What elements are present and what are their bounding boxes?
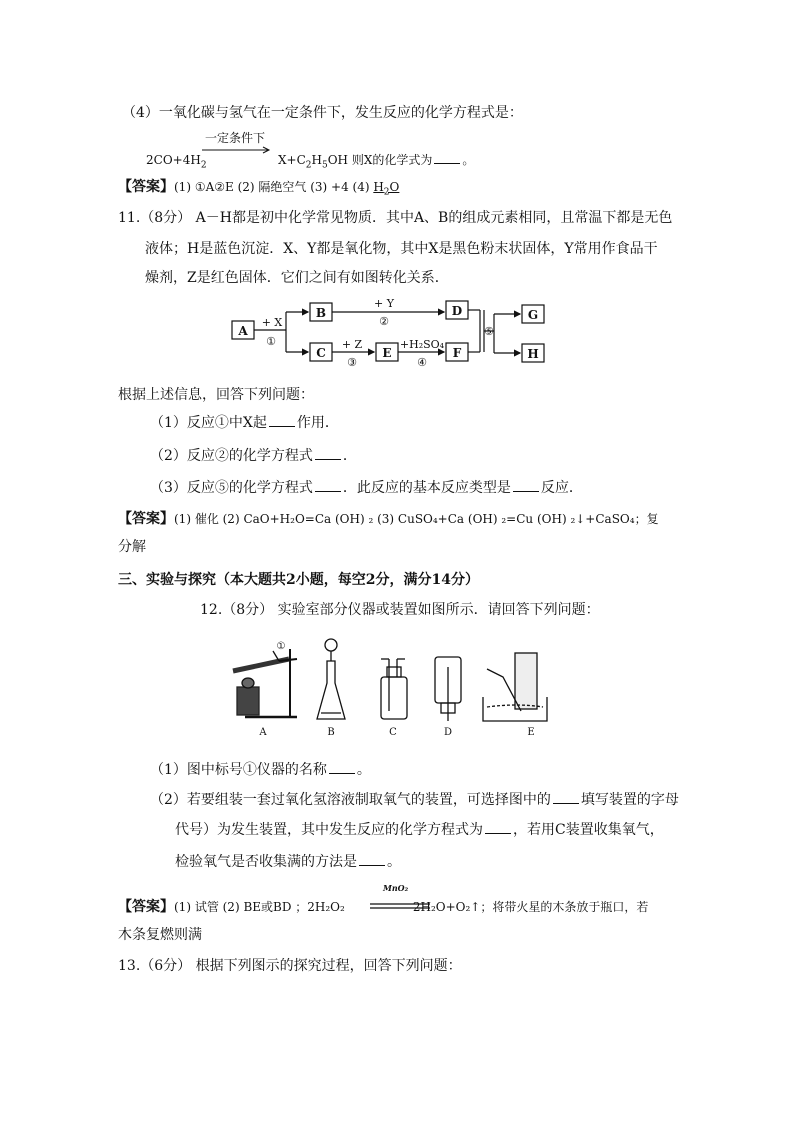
reaction-arrow-icon (200, 146, 274, 154)
q12-part1: （1）图中标号①仪器的名称 。 (150, 762, 371, 778)
reaction-rhs: $X+C_2H_5OH$ 则X的化学式为 。 (278, 153, 475, 171)
answer-blank (485, 821, 511, 834)
q11-line3: 燥剂，Z是红色固体．它们之间有如图转化关系． (145, 270, 449, 286)
label-y: + Y (374, 297, 394, 310)
label-z: + Z (341, 338, 363, 351)
answer-blank (359, 853, 385, 866)
q12-line1: 12.（8分） 实验室部分仪器或装置如图所示．请回答下列问题： (200, 602, 600, 618)
node-b: B (315, 306, 327, 320)
answer-label: 【答案】 (118, 179, 174, 195)
node-d: D (451, 304, 463, 318)
q11-line2: 液体；H是蓝色沉淀．X、Y都是氧化物，其中X是黑色粉末状固体，Y常用作食品干 (145, 241, 658, 257)
label-h2so4: +H₂SO₄ (399, 338, 445, 351)
marker-1: ① (276, 641, 286, 652)
answer-blank (434, 151, 460, 164)
apparatus-label-b: B (327, 727, 335, 737)
label-step2: ② (379, 315, 389, 328)
node-a: A (238, 324, 248, 338)
q11-part3: （3）反应⑤的化学方程式 ．此反应的基本反应类型是 反应． (150, 480, 583, 496)
answer-blank (315, 447, 341, 460)
node-h: H (527, 347, 539, 361)
q11-answer: 【答案】(1) 催化 (2) CaO+H₂O=Ca (OH) ₂ (3) CuSO₄+Ca (OH) ₂=Cu (OH) ₂↓+CaSO₄；复 (118, 511, 659, 527)
q12-part2c: 检验氧气是否收集满的方法是 。 (175, 854, 401, 870)
node-e: E (382, 346, 392, 360)
reaction-condition: 一定条件下 (205, 131, 266, 145)
q11-part2: （2）反应②的化学方程式 ． (150, 448, 357, 464)
q11-part1: （1）反应①中X起 作用． (150, 415, 339, 431)
label-x: + X (261, 316, 283, 329)
apparatus-label-a: A (259, 727, 267, 737)
q11-intro: 根据上述信息，回答下列问题： (118, 387, 314, 403)
node-f: F (452, 346, 462, 360)
q12-part2a: （2）若要组装一套过氧化氢溶液制取氧气的装置，可选择图中的 填写装置的字母 (150, 792, 679, 808)
label-step3: ③ (347, 356, 357, 369)
section-title: 三、实验与探究（本大题共2小题，每空2分，满分14分） (118, 572, 479, 588)
answer-blank (315, 479, 341, 492)
answer-blank (329, 761, 355, 774)
answer-blank (553, 791, 579, 804)
answer-label: 【答案】 (118, 511, 174, 527)
apparatus-label-d: D (443, 727, 453, 737)
q12-part2b: 代号）为发生装置，其中发生反应的化学方程式为 ，若用C装置收集氧气， (175, 822, 664, 838)
q12-answer-cont: 木条复燃则满 (118, 927, 202, 943)
apparatus-label-c: C (389, 727, 397, 737)
q11-answer-cont: 分解 (118, 539, 146, 555)
q11-line1: 11.（8分） A－H都是初中化学常见物质．其中A、B的组成元素相同，且常温下都是无色 (118, 210, 673, 226)
q10-answer: 【答案】(1) ①A②E (2) 隔绝空气 (3) +4 (4) $H_2O$ (118, 179, 400, 198)
q13-line1: 13.（6分） 根据下列图示的探究过程，回答下列问题： (118, 958, 462, 974)
catalyst-label: MnO₂ (383, 883, 409, 893)
answer-label: 【答案】 (118, 899, 174, 915)
q12-answer: 【答案】(1) 试管 (2) BE或BD ；2H₂O₂ 2H₂O+O₂↑；将带火星的木条放于瓶口，若 (118, 899, 649, 915)
node-c: C (316, 346, 326, 360)
q10-part4-text: （4）一氧化碳与氢气在一定条件下，发生反应的化学方程式是： (122, 105, 523, 121)
equals-sign-icon (368, 901, 432, 911)
answer-formula: $H_2O$ (373, 180, 400, 198)
answer-blank (269, 414, 295, 427)
answer-blank (513, 479, 539, 492)
apparatus-label-e: E (527, 727, 535, 737)
label-step1: ① (266, 335, 276, 348)
transformation-diagram (228, 295, 558, 370)
reaction-lhs: $2CO+4H_2$ (146, 153, 207, 171)
label-step5: ⑤ (484, 325, 494, 338)
label-step4: ④ (417, 356, 427, 369)
node-g: G (527, 308, 539, 322)
apparatus-figure (225, 637, 565, 737)
